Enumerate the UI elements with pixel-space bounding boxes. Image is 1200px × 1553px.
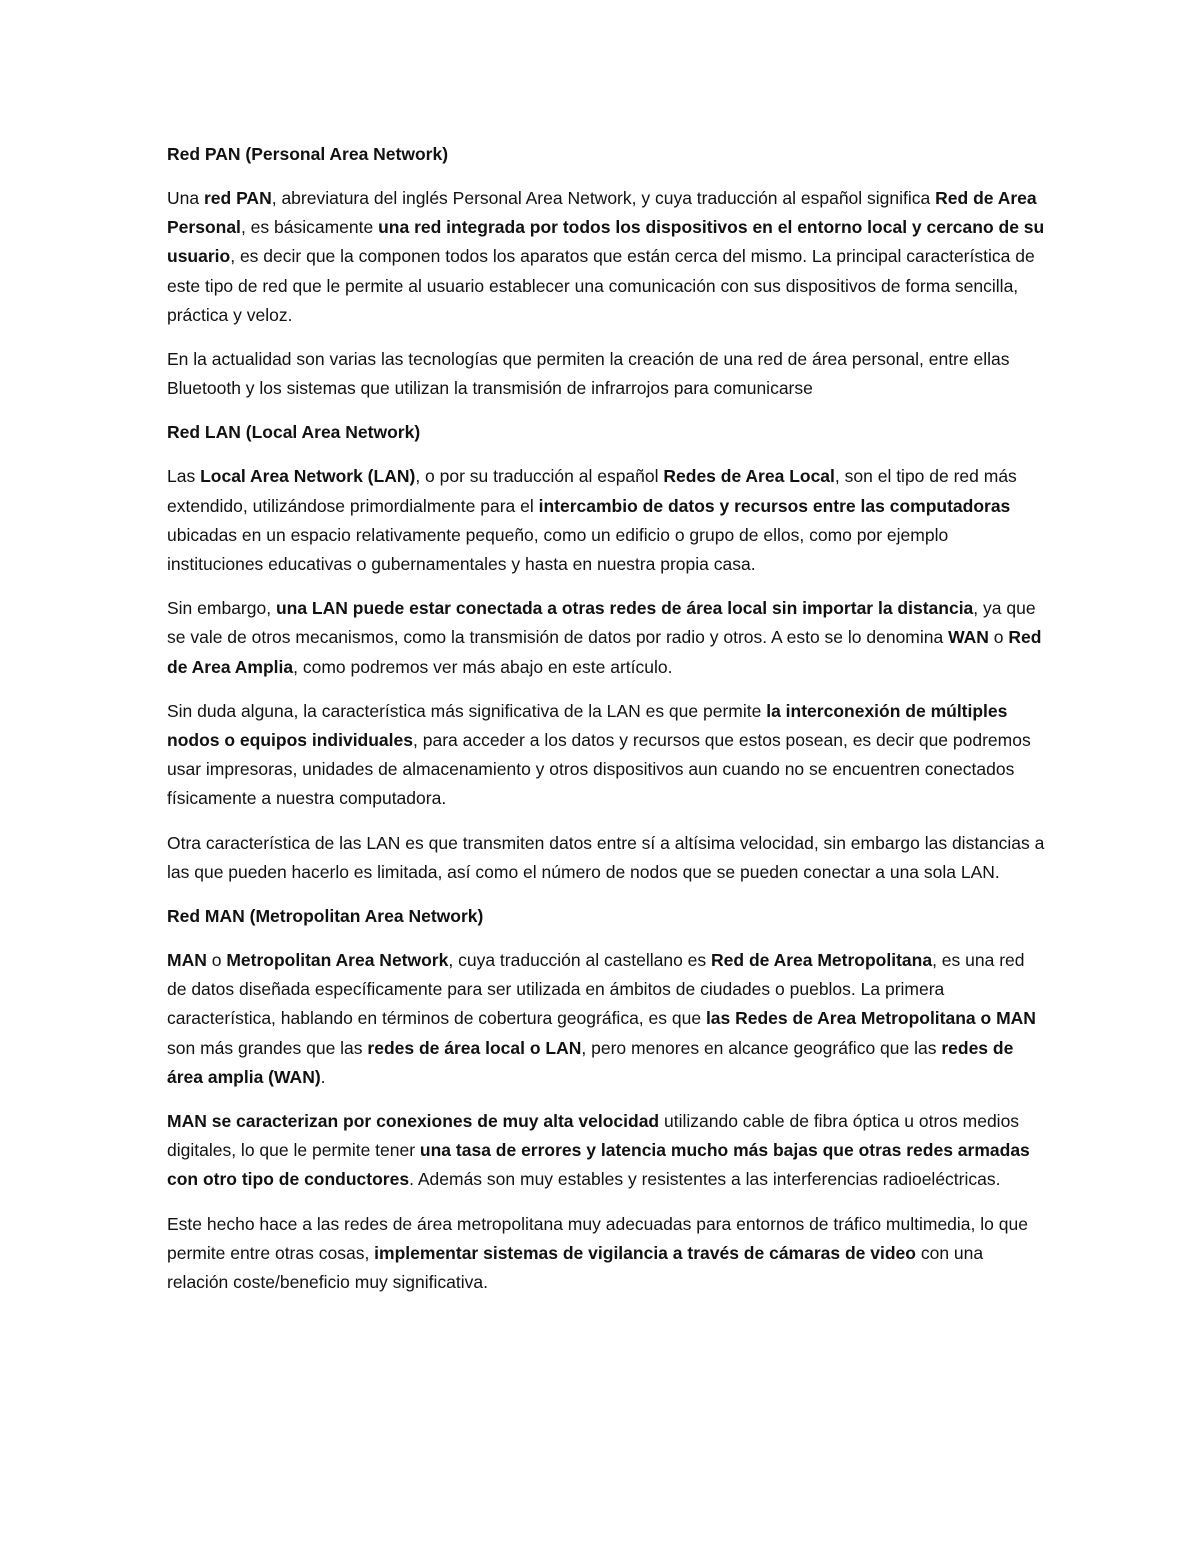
bold-text: Metropolitan Area Network	[226, 950, 449, 971]
bold-text: una tasa de errores y latencia mucho más bajas que otras redes armadas con otro tipo de conductores	[167, 1140, 1030, 1190]
bold-text: MAN se caracterizan por conexiones de muy alta velocidad	[167, 1111, 660, 1132]
paragraph-pan-definition	[167, 184, 1047, 330]
bold-text: WAN	[948, 627, 989, 648]
text-run: con una relación coste/beneficio muy significativa.	[167, 1242, 984, 1293]
bold-text: Red de Area Personal	[167, 188, 1037, 238]
text-run: . Además son muy estables y resistentes a las interferencias radioeléctricas.	[409, 1169, 1001, 1190]
text-run: Red MAN (Metropolitan Area Network)	[167, 906, 484, 927]
text-run: Sin duda alguna, la característica más significativa de la LAN es que permite	[167, 700, 767, 721]
paragraph-man-definition	[167, 946, 1047, 1092]
text-run: son más grandes que las	[167, 1037, 368, 1058]
bold-text: redes de área amplia (WAN)	[167, 1037, 1014, 1087]
heading-red-lan	[167, 418, 1047, 447]
text-run: ubicadas en un espacio relativamente pequeño, como un edificio o grupo de ellos, como por ejemplo instituciones educativas o gubernamentales y hasta en nuestra propia casa.	[167, 524, 949, 575]
text-run: .	[320, 1066, 326, 1087]
paragraph-lan-interconnection	[167, 697, 1047, 814]
text-run: Este hecho hace a las redes de área metropolitana muy adecuadas para entornos de tráfico multimedia, lo que permite entre otras cosas,	[167, 1213, 1028, 1263]
paragraph-lan-speed	[167, 829, 1047, 887]
text-run: , para acceder a los datos y recursos que estos posean, es decir que podremos usar impresoras, unidades de almacenamiento y otros dispositivos aun cuando no se encuentren conectados físicamente a nuestra computadora.	[167, 730, 1031, 809]
text-run: , son el tipo de red más extendido, utilizándose primordialmente para el	[167, 466, 1017, 516]
bold-text: las Redes de Area Metropolitana o MAN	[705, 1008, 1036, 1029]
text-run: , es básicamente	[240, 217, 379, 238]
paragraph-man-speed	[167, 1107, 1047, 1195]
text-run: o	[988, 627, 1009, 648]
paragraph-lan-definition	[167, 462, 1047, 579]
text-run: , como podremos ver más abajo en este artículo.	[293, 656, 673, 677]
bold-text: Red de Area Amplia	[167, 627, 1042, 677]
bold-text: una red integrada por todos los dispositivos en el entorno local y cercano de su usuario	[167, 217, 1045, 267]
text-run: , o por su traducción al español	[415, 466, 664, 487]
text-run: , es decir que la componen todos los aparatos que están cerca del mismo. La principal característica de este tipo de red que le permite al usuario establecer una comunicación con sus dispositivos de forma sencilla, práctica y veloz.	[167, 246, 1035, 325]
text-run: Las	[167, 466, 201, 487]
heading-red-pan	[167, 140, 1047, 169]
bold-text: Local Area Network (LAN)	[200, 466, 416, 487]
paragraph-pan-technologies	[167, 345, 1047, 403]
bold-text: Redes de Area Local	[663, 466, 835, 487]
text-run: Red LAN (Local Area Network)	[167, 422, 421, 443]
document-page	[167, 140, 1047, 1312]
paragraph-man-multimedia	[167, 1210, 1047, 1298]
text-run: Otra característica de las LAN es que transmiten datos entre sí a altísima velocidad, sin embargo las distancias a las que pueden hacerlo es limitada, así como el número de nodos que se pueden conectar a una sola LAN.	[167, 832, 1045, 882]
text-run: utilizando cable de fibra óptica u otros medios digitales, lo que le permite tener	[167, 1111, 1020, 1161]
text-run: o	[206, 950, 227, 971]
bold-text: intercambio de datos y recursos entre las computadoras	[538, 495, 1011, 516]
text-run: , cuya traducción al castellano es	[448, 950, 712, 971]
text-run: En la actualidad son varias las tecnologías que permiten la creación de una red de área personal, entre ellas Bluetooth y los sistemas que utilizan la transmisión de infrarrojos para comunicarse	[167, 349, 1010, 399]
heading-red-man	[167, 902, 1047, 931]
text-run: , ya que se vale de otros mecanismos, como la transmisión de datos por radio y otros. A esto se lo denomina	[167, 598, 1036, 648]
bold-text: redes de área local o LAN	[367, 1037, 582, 1058]
text-run: , es una red de datos diseñada específicamente para ser utilizada en ámbitos de ciudades o pueblos. La primera característica, hablando en términos de cobertura geográfica, es que	[167, 950, 1025, 1029]
text-run: , abreviatura del inglés Personal Area Network, y cuya traducción al español significa	[271, 188, 936, 208]
text-run: Una	[167, 188, 204, 208]
bold-text: la interconexión de múltiples nodos o equipos individuales	[167, 700, 1008, 751]
text-run: , pero menores en alcance geográfico que las	[581, 1037, 942, 1058]
bold-text: Red de Area Metropolitana	[711, 950, 933, 971]
bold-text: implementar sistemas de vigilancia a través de cámaras de video	[374, 1242, 916, 1263]
bold-text: red PAN	[203, 188, 272, 208]
paragraph-lan-wan	[167, 594, 1047, 682]
bold-text: una LAN puede estar conectada a otras redes de área local sin importar la distancia	[275, 598, 974, 619]
text-run: Sin embargo,	[167, 598, 276, 619]
bold-text: MAN	[167, 950, 207, 971]
text-run: Red PAN (Personal Area Network)	[167, 144, 449, 164]
